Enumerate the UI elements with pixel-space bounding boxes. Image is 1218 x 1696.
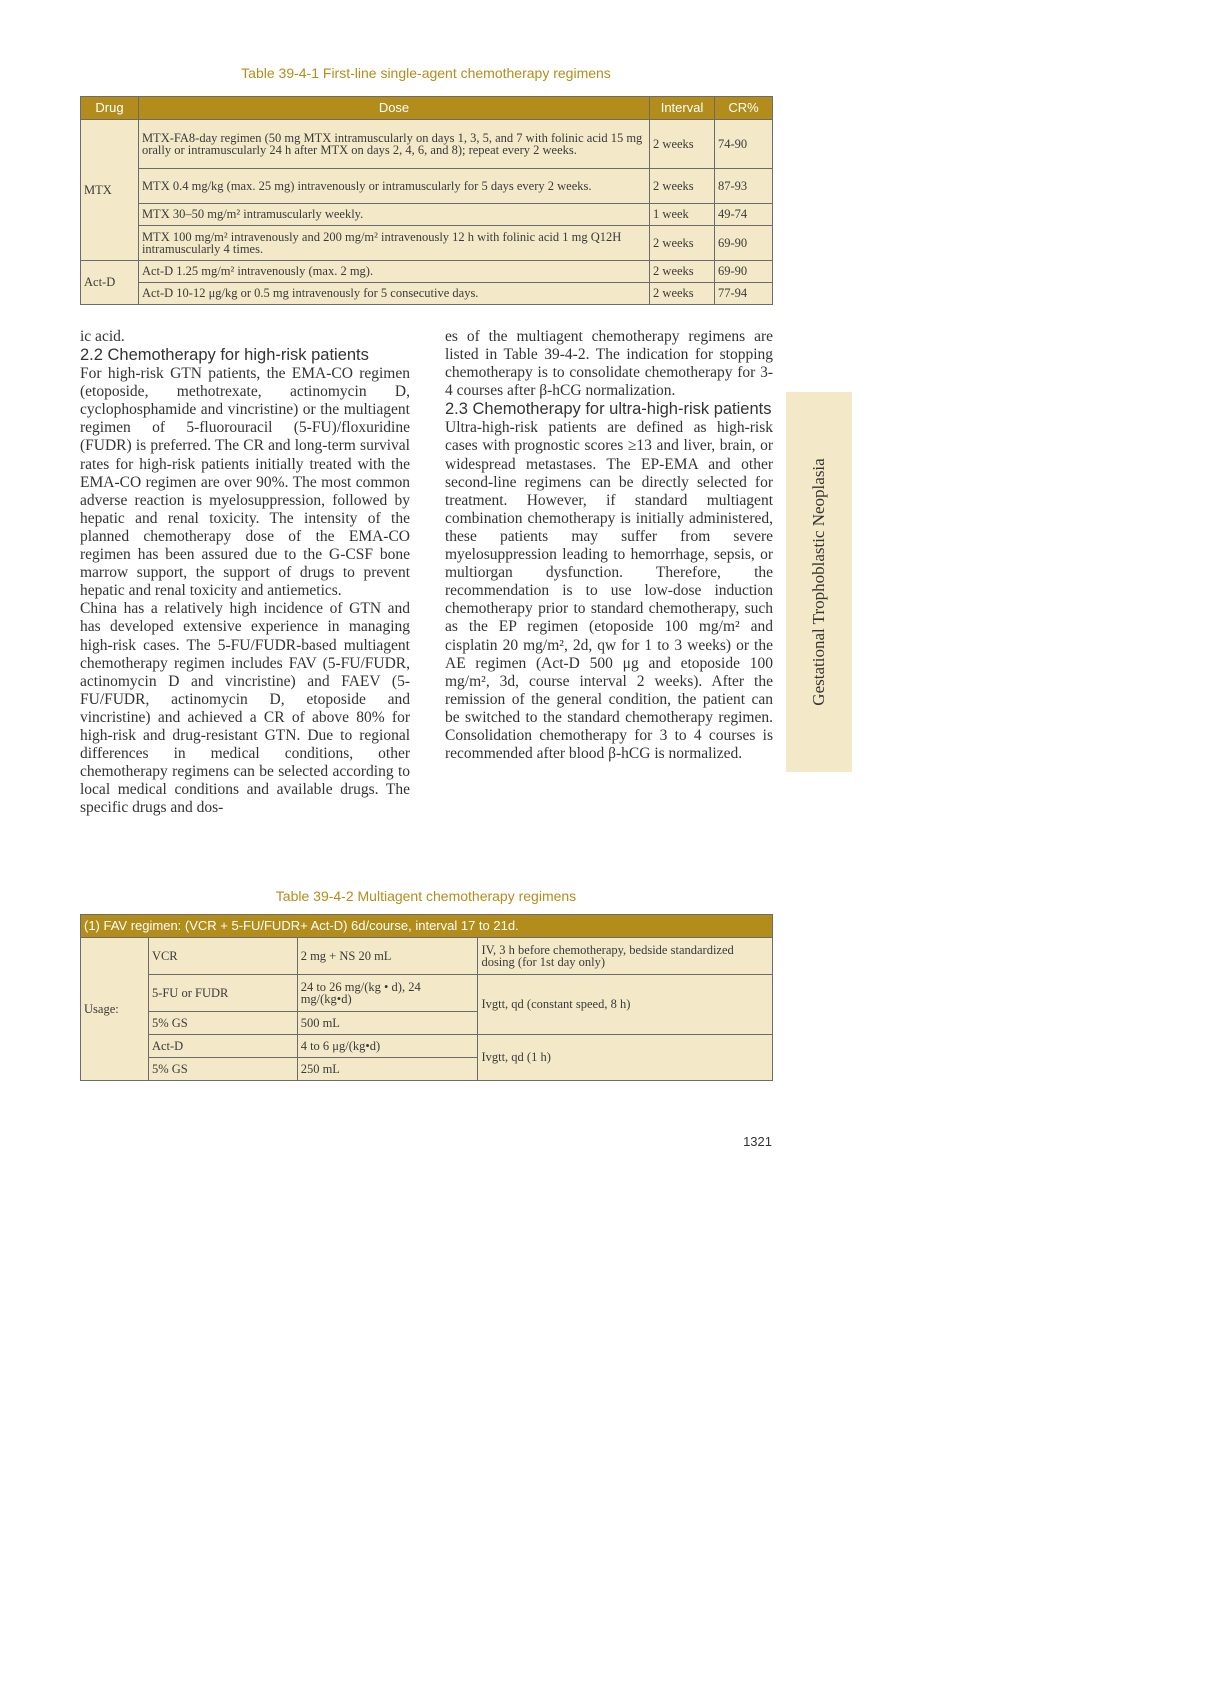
table2	[80, 914, 773, 1081]
dose-cell: MTX 100 mg/m² intravenously and 200 mg/m² intravenously 12 h with folinic acid 1 mg Q12H intramuscularly 4 times.	[138, 226, 649, 261]
dose-cell: 250 mL	[297, 1058, 478, 1081]
dose-cell: 2 mg + NS 20 mL	[297, 938, 478, 975]
usage-label: Usage:	[81, 938, 149, 1081]
right-column	[445, 328, 773, 763]
table1	[80, 96, 773, 305]
section-heading-2-2: 2.2 Chemotherapy for high-risk patients	[80, 346, 369, 365]
dose-cell: Act-D 1.25 mg/m² intravenously (max. 2 mg).	[138, 261, 649, 283]
cr-cell: 49-74	[715, 204, 773, 226]
table1-header-row	[81, 97, 773, 120]
interval-cell: 2 weeks	[650, 120, 715, 169]
table-row	[81, 975, 773, 1012]
interval-cell: 1 week	[650, 204, 715, 226]
interval-cell: 2 weeks	[650, 169, 715, 204]
page-number: 1321	[743, 1134, 772, 1149]
header-interval: Interval	[650, 97, 715, 120]
table-row	[81, 261, 773, 283]
table-row	[81, 204, 773, 226]
interval-cell: 2 weeks	[650, 226, 715, 261]
dose-cell: 24 to 26 mg/(kg • d), 24 mg/(kg•d)	[297, 975, 478, 1012]
section-heading-2-3: 2.3 Chemotherapy for ultra-high-risk patients	[445, 400, 772, 419]
table2-caption: Table 39-4-2 Multiagent chemotherapy regimens	[275, 888, 577, 904]
header-dose: Dose	[138, 97, 649, 120]
paragraph: ic acid.	[80, 328, 125, 345]
drug-cell: 5-FU or FUDR	[148, 975, 297, 1012]
dose-cell: MTX 0.4 mg/kg (max. 25 mg) intravenously or intramuscularly for 5 days every 2 weeks.	[138, 169, 649, 204]
header-cr: CR%	[715, 97, 773, 120]
admin-cell: IV, 3 h before chemotherapy, bedside standardized dosing (for 1st day only)	[478, 938, 773, 975]
table-row	[81, 169, 773, 204]
chapter-side-tab	[786, 392, 852, 772]
dose-cell: MTX-FA8-day regimen (50 mg MTX intramuscularly on days 1, 3, 5, and 7 with folinic acid 15 mg orally or intramuscularly 24 h after MTX on days 2, 4, 6, and 8); repeat every 2 weeks.	[138, 120, 649, 169]
paragraph: Ultra-high-risk patients are defined as high-risk cases with prognostic scores ≥13 and liver, brain, or widespread metastases. The EP-EMA and other second-line regimens can be directly selected for treatment. However, if standard multiagent combination chemotherapy is initially administered, these patients may suffer from severe myelosuppression leading to hemorrhage, sepsis, or multiorgan dysfunction. Therefore, the recommendation is to use low-dose induction chemotherapy prior to standard chemotherapy, such as the EP regimen (etoposide 100 mg/m² and cisplatin 20 mg/m², 2d, qw for 1 to 3 weeks) or the AE regimen (Act-D 500 μg and etoposide 100 mg/m², 3d, course interval 2 weeks). After the remission of the general condition, the patient can be switched to the standard chemotherapy regimen. Consolidation chemotherapy for 3 to 4 courses is recommended after blood β-hCG is normalized.	[445, 419, 773, 763]
table-row	[81, 120, 773, 169]
drug-cell: Act-D	[148, 1035, 297, 1058]
paragraph: For high-risk GTN patients, the EMA-CO regimen (etoposide, methotrexate, actinomycin D, cyclophosphamide and vincristine) or the multiagent regimen of 5-fluorouracil (5-FU)/floxuridine (FUDR) is preferred. The CR and long-term survival rates for high-risk patients initially treated with the EMA-CO regimen are over 90%. The most common adverse reaction is myelosuppression, followed by hepatic and renal toxicity. The intensity of the planned chemotherapy dose of the EMA-CO regimen has been assured due to the G-CSF bone marrow support, the support of drugs to prevent hepatic and renal toxicity and antiemetics.	[80, 365, 410, 600]
cr-cell: 87-93	[715, 169, 773, 204]
chapter-side-tab-label: Gestational Trophoblastic Neoplasia	[809, 458, 828, 706]
admin-cell: Ivgtt, qd (1 h)	[478, 1035, 773, 1081]
drug-cell: VCR	[148, 938, 297, 975]
cr-cell: 69-90	[715, 261, 773, 283]
paragraph: es of the multiagent chemotherapy regimens are listed in Table 39-4-2. The indication for stopping chemotherapy is to consolidate chemotherapy for 3-4 courses after β-hCG normalization.	[445, 328, 773, 400]
dose-cell: Act-D 10-12 μg/kg or 0.5 mg intravenously for 5 consecutive days.	[138, 283, 649, 305]
cr-cell: 74-90	[715, 120, 773, 169]
drug-cell: 5% GS	[148, 1012, 297, 1035]
drug-cell-mtx: MTX	[81, 120, 139, 261]
dose-cell: MTX 30–50 mg/m² intramuscularly weekly.	[138, 204, 649, 226]
header-drug: Drug	[81, 97, 139, 120]
left-column	[80, 328, 410, 817]
drug-cell-actd: Act-D	[81, 261, 139, 305]
cr-cell: 69-90	[715, 226, 773, 261]
table-row	[81, 1035, 773, 1058]
dose-cell: 500 mL	[297, 1012, 478, 1035]
admin-cell: Ivgtt, qd (constant speed, 8 h)	[478, 975, 773, 1035]
table-row	[81, 283, 773, 305]
dose-cell: 4 to 6 μg/(kg•d)	[297, 1035, 478, 1058]
table1-caption: Table 39-4-1 First-line single-agent chemotherapy regimens	[241, 65, 611, 81]
table2-header-row	[81, 915, 773, 938]
interval-cell: 2 weeks	[650, 283, 715, 305]
table-row	[81, 226, 773, 261]
paragraph: China has a relatively high incidence of GTN and has developed extensive experience in managing high-risk cases. The 5-FU/FUDR-based multiagent chemotherapy regimen includes FAV (5-FU/FUDR, actinomycin D and vincristine) and FAEV (5-FU/FUDR, actinomycin D, etoposide and vincristine) and achieved a CR of above 80% for high-risk and drug-resistant GTN. Due to regional differences in medical conditions, other chemotherapy regimens can be selected according to local medical conditions and available drugs. The specific drugs and dos-	[80, 600, 410, 817]
table-row	[81, 938, 773, 975]
drug-cell: 5% GS	[148, 1058, 297, 1081]
interval-cell: 2 weeks	[650, 261, 715, 283]
table2-header: (1) FAV regimen: (VCR + 5-FU/FUDR+ Act-D) 6d/course, interval 17 to 21d.	[81, 915, 773, 938]
cr-cell: 77-94	[715, 283, 773, 305]
